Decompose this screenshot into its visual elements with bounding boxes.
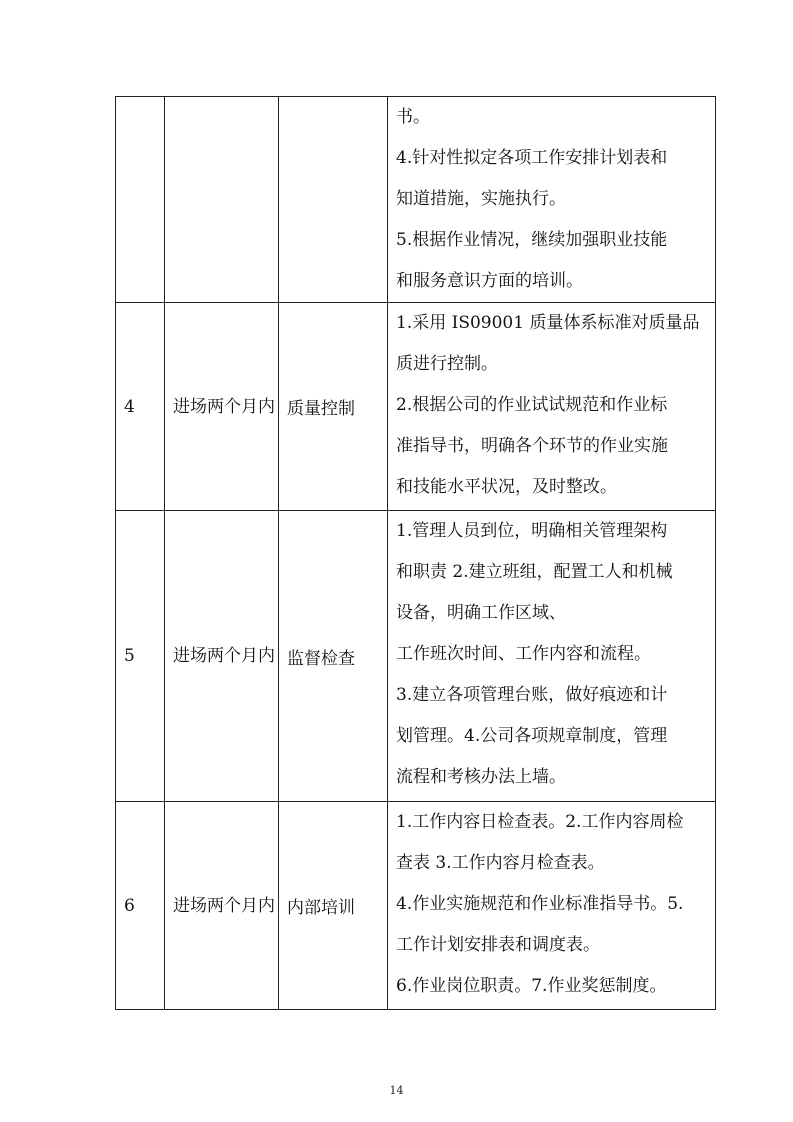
plan-table [115,96,716,1010]
measure-line: 准指导书，明确各个环节的作业实施 [396,436,668,456]
time-cell: 进场两个月内 [165,511,279,802]
table-row [116,97,716,303]
row-number-cell: 5 [116,511,165,802]
measure-line: 和服务意识方面的培训。 [396,271,583,291]
measure-line: 4.作业实施规范和作业标准指导书。5. [396,894,684,914]
measure-line: 工作计划安排表和调度表。 [396,935,600,955]
measures-cell [388,97,716,303]
time-cell: 进场两个月内 [165,303,279,511]
measure-line: 1.采用 IS09001 质量体系标准对质量品 [396,313,700,333]
measure-line: 知道措施，实施执行。 [396,189,566,209]
measure-line: 2.根据公司的作业试试规范和作业标 [396,395,668,415]
measure-line: 1.工作内容日检查表。2.工作内容周检 [396,812,684,832]
item-cell [279,97,388,303]
item-cell: 内部培训 [279,802,388,1010]
row-number-cell: 4 [116,303,165,511]
item-cell: 监督检查 [279,511,388,802]
time-cell: 进场两个月内 [165,802,279,1010]
table-row [116,511,716,802]
measures-cell [388,303,716,511]
time-cell [165,97,279,303]
measure-line: 设备，明确工作区域、 [396,603,566,623]
measure-line: 工作班次时间、工作内容和流程。 [396,644,651,664]
page-number: 14 [389,1084,404,1097]
measure-line: 4.针对性拟定各项工作安排计划表和 [396,148,668,168]
measure-line: 3.建立各项管理台账，做好痕迹和计 [396,685,668,705]
measures-cell [388,511,716,802]
measure-line: 书。 [396,107,430,127]
table-row [116,802,716,1010]
row-number-cell: 6 [116,802,165,1010]
measure-line: 5.根据作业情况，继续加强职业技能 [396,230,668,250]
measure-line: 划管理。4.公司各项规章制度，管理 [396,726,668,746]
row-number-cell [116,97,165,303]
measure-line: 和职责 2.建立班组，配置工人和机械 [396,562,673,582]
measure-line: 查表 3.工作内容月检查表。 [396,853,605,873]
table-row [116,303,716,511]
measure-line: 流程和考核办法上墙。 [396,767,566,787]
measure-line: 1.管理人员到位，明确相关管理架构 [396,521,668,541]
measure-line: 质进行控制。 [396,354,498,374]
item-cell: 质量控制 [279,303,388,511]
measure-line: 6.作业岗位职责。7.作业奖惩制度。 [396,976,667,996]
measure-line: 和技能水平状况，及时整改。 [396,477,617,497]
measures-cell [388,802,716,1010]
